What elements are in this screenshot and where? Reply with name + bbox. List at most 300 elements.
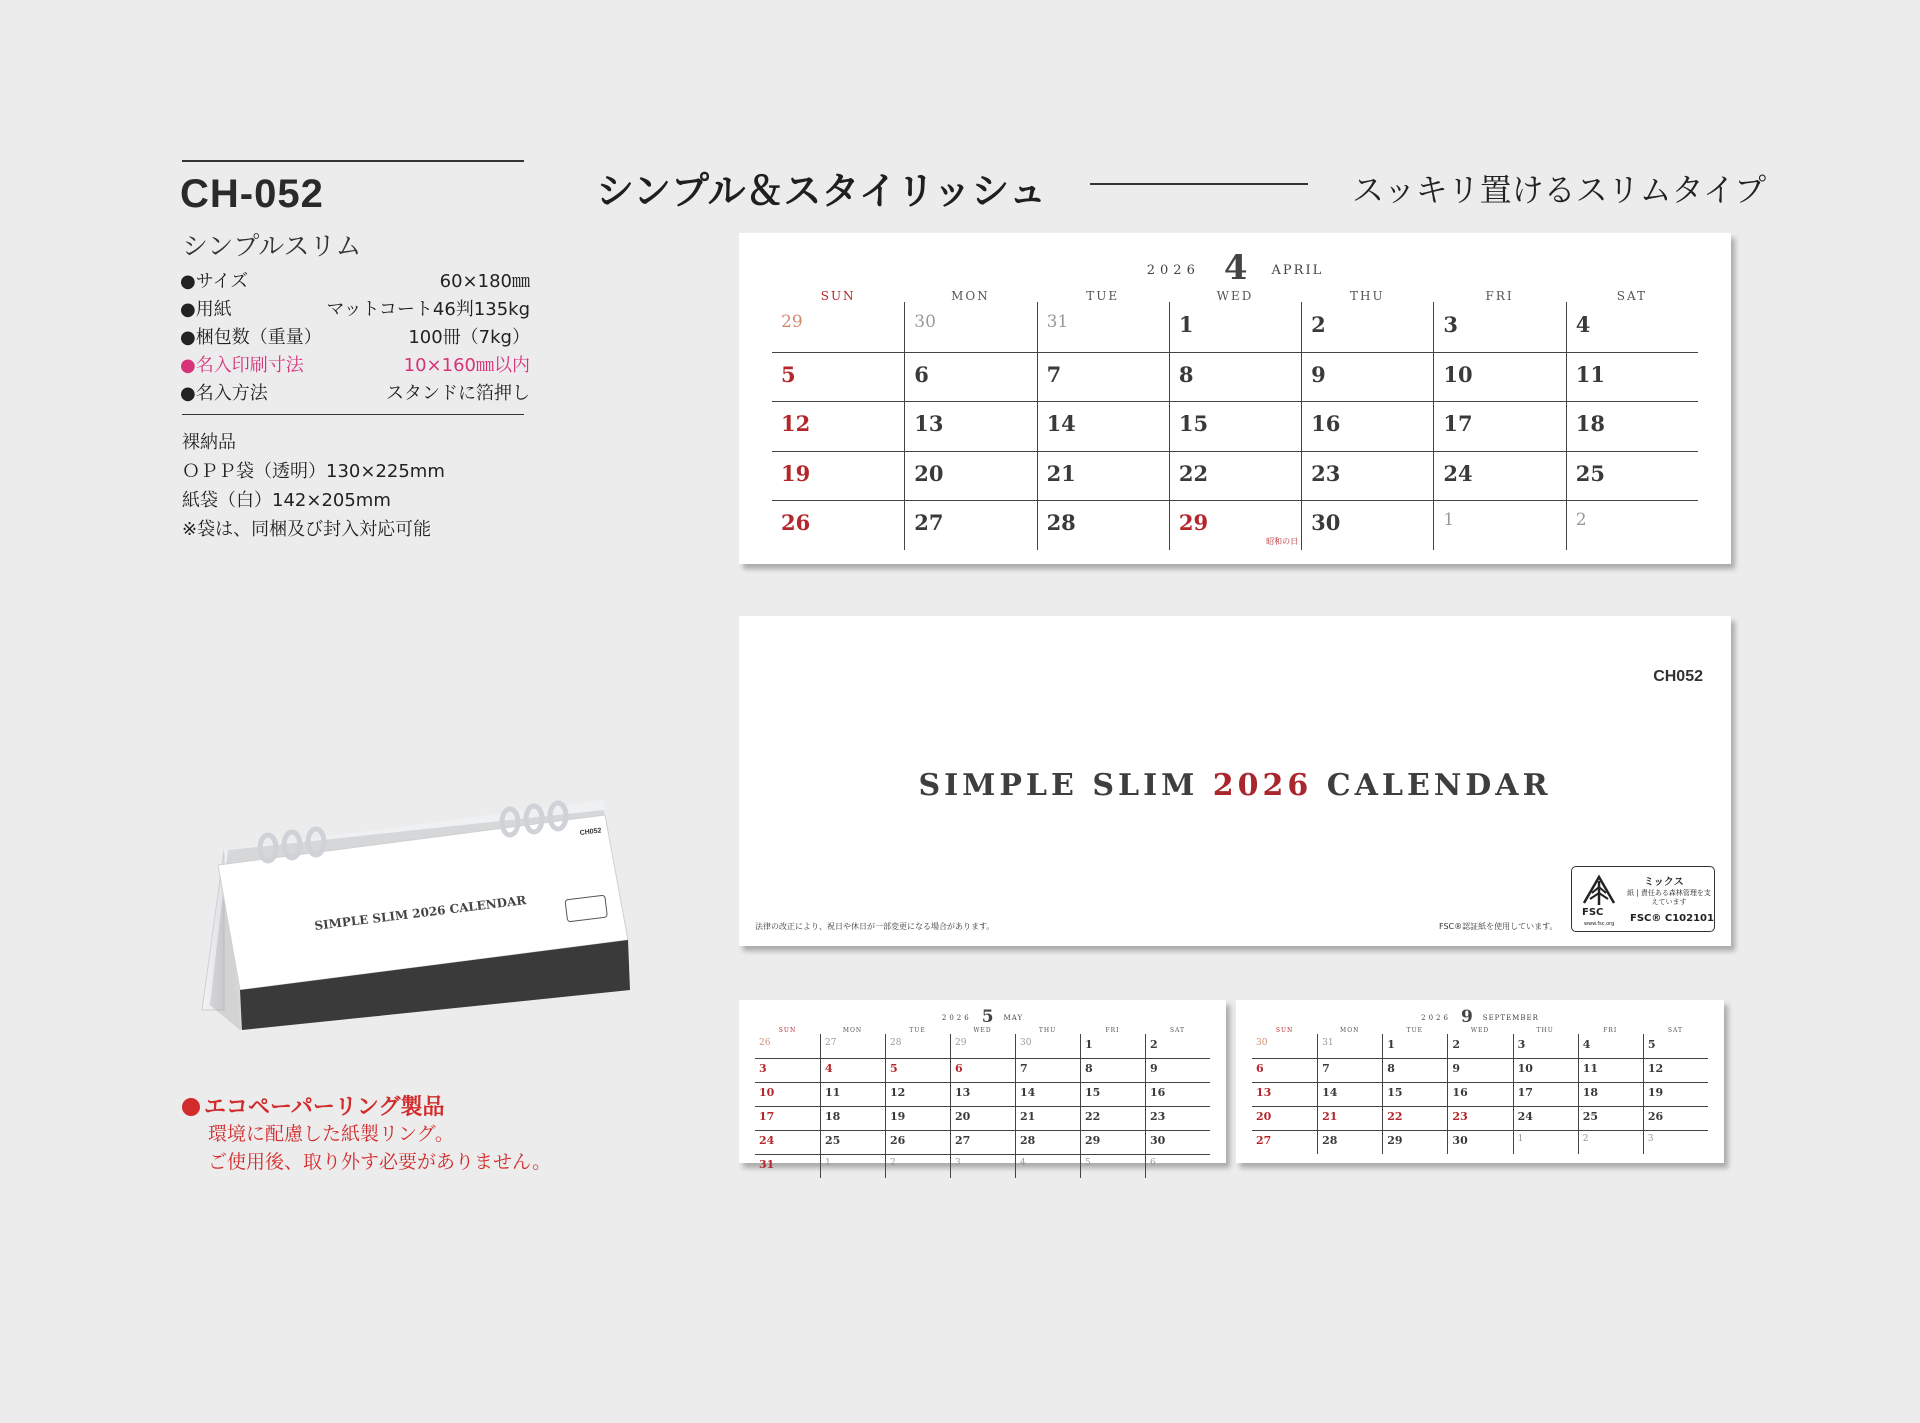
day-cell: [885, 1058, 950, 1082]
cover-code: CH052: [1653, 668, 1703, 685]
photo-code: CH052: [579, 827, 602, 837]
day-number: 21: [1046, 460, 1076, 486]
day-number: 6: [914, 361, 929, 387]
day-cell: [755, 1106, 820, 1130]
day-cell: [1037, 401, 1169, 451]
headline-subtitle: スッキリ置けるスリムタイプ: [1352, 171, 1767, 209]
day-cell: [1015, 1058, 1080, 1082]
day-cell: [1447, 1034, 1512, 1058]
day-number: 30: [1311, 510, 1341, 535]
month-header: [1236, 1005, 1724, 1025]
day-number: 11: [1575, 361, 1605, 387]
day-number: 5: [781, 361, 796, 387]
day-cell: [772, 500, 904, 550]
day-number: 19: [781, 460, 811, 486]
day-cell: [1382, 1106, 1447, 1130]
day-number: 14: [1020, 1086, 1036, 1099]
day-number: 17: [1443, 411, 1473, 436]
product-photo: [180, 790, 640, 1040]
day-cell: [1433, 401, 1565, 451]
cover-title-a: SIMPLE SLIM: [918, 768, 1199, 803]
day-cell: [1447, 1058, 1512, 1082]
month-name: APRIL: [1271, 263, 1324, 278]
day-number: 5: [1647, 1038, 1656, 1051]
day-number: 19: [890, 1110, 906, 1123]
weekday-label: TUE: [1086, 289, 1120, 303]
day-number: 29: [1085, 1134, 1101, 1147]
fsc-tree-icon: [1580, 873, 1618, 909]
day-cell: [1643, 1082, 1708, 1106]
day-cell: [1578, 1106, 1643, 1130]
spec-print-method: [180, 380, 530, 408]
day-cell: [1382, 1034, 1447, 1058]
year-label: 2026: [941, 1014, 972, 1022]
day-cell: [755, 1154, 820, 1178]
day-number: 2: [1582, 1134, 1589, 1144]
day-number: 12: [1647, 1062, 1664, 1075]
day-number: 18: [825, 1110, 841, 1123]
day-number: 17: [1517, 1086, 1533, 1099]
fsc-code: FSC® C102101: [1630, 913, 1714, 924]
day-number: 1: [1178, 312, 1194, 337]
day-cell: [1301, 500, 1433, 550]
bullet-icon: [182, 1098, 200, 1116]
day-cell: [1578, 1034, 1643, 1058]
fsc-note: FSC®認証紙を使用しています。: [1439, 922, 1558, 931]
day-number: 8: [1387, 1062, 1395, 1075]
spec-value: 10×160㎜以内: [403, 355, 530, 376]
day-cell: [1643, 1034, 1708, 1058]
day-number: 30: [1020, 1038, 1032, 1048]
day-cell: [1037, 451, 1169, 501]
day-cell: [820, 1058, 885, 1082]
spec-value: スタンドに箔押し: [386, 383, 530, 404]
day-cell: [772, 302, 904, 352]
product-name: シンプルスリム: [182, 232, 362, 262]
day-cell: [1169, 352, 1301, 402]
day-number: 1: [1517, 1134, 1524, 1144]
day-number: 10: [1517, 1062, 1533, 1075]
spec-label: ●サイズ: [180, 271, 249, 292]
day-number: 16: [1150, 1086, 1166, 1099]
holiday-label: 昭和の日: [1266, 536, 1299, 546]
day-cell: [1566, 352, 1698, 402]
day-number: 23: [1150, 1110, 1166, 1123]
day-cell: [1015, 1082, 1080, 1106]
day-number: 29: [955, 1038, 967, 1048]
day-cell: [885, 1082, 950, 1106]
day-cell: [1317, 1106, 1382, 1130]
day-number: 24: [759, 1134, 775, 1147]
spec-value: マットコート46判135kg: [326, 299, 530, 320]
day-number: 28: [1020, 1134, 1036, 1147]
day-number: 25: [1582, 1110, 1599, 1123]
day-number: 13: [1256, 1086, 1272, 1099]
day-number: 6: [955, 1062, 963, 1075]
day-cell: [1578, 1130, 1643, 1154]
day-cell: [1643, 1130, 1708, 1154]
weekday-label: WED: [1216, 289, 1254, 303]
day-cell: [1566, 451, 1698, 501]
day-cell: [904, 500, 1036, 550]
day-number: 22: [1178, 460, 1209, 486]
day-number: 13: [914, 411, 944, 436]
day-cell: [1015, 1130, 1080, 1154]
spec-paper: [180, 296, 530, 324]
day-number: 9: [1311, 361, 1326, 387]
day-cell: [1015, 1154, 1080, 1178]
day-cell: [1317, 1034, 1382, 1058]
day-cell: [1382, 1082, 1447, 1106]
day-cell: [1433, 451, 1565, 501]
packing-line: ＯＰＰ袋（透明）130×225mm: [182, 461, 445, 482]
weekday-label: SUN: [820, 289, 856, 303]
spec-packing: [180, 324, 530, 352]
cover-page: [739, 616, 1731, 946]
day-number: 18: [1575, 411, 1605, 436]
day-cell: [1447, 1130, 1512, 1154]
weekday-label: MON: [951, 289, 990, 303]
day-cell: [950, 1058, 1015, 1082]
day-number: 29: [781, 312, 803, 332]
day-cell: [904, 401, 1036, 451]
spec-print-area: [180, 352, 530, 380]
day-number: 1: [1387, 1038, 1395, 1051]
day-number: 31: [759, 1158, 775, 1171]
day-cell: [1145, 1034, 1210, 1058]
day-number: 11: [825, 1086, 841, 1099]
day-number: 30: [914, 312, 936, 332]
day-number: 2: [1311, 312, 1326, 337]
day-cell: [1145, 1130, 1210, 1154]
may-calendar: [739, 1000, 1226, 1171]
day-cell: [904, 352, 1036, 402]
day-cell: [1037, 500, 1169, 550]
day-number: 24: [1517, 1110, 1533, 1123]
weekday-label: SAT: [1616, 289, 1647, 303]
day-cell: [1145, 1106, 1210, 1130]
day-cell: [1080, 1082, 1145, 1106]
day-number: 13: [955, 1086, 971, 1099]
day-cell: [1513, 1058, 1578, 1082]
day-cell: [1433, 352, 1565, 402]
day-cell: [1145, 1082, 1210, 1106]
eco-title-text: エコペーパーリング製品: [204, 1095, 445, 1120]
day-number: 29: [1178, 510, 1209, 535]
weekday-label: FRI: [1105, 1027, 1120, 1034]
weekday-label: THU: [1349, 289, 1385, 303]
day-number: 11: [1582, 1062, 1599, 1075]
day-number: 12: [781, 411, 811, 436]
day-cell: [1301, 401, 1433, 451]
weekday-label: THU: [1038, 1027, 1057, 1034]
day-cell: [1382, 1058, 1447, 1082]
day-cell: [1037, 352, 1169, 402]
weekday-label: SAT: [1169, 1027, 1186, 1034]
weekday-label: SUN: [1275, 1027, 1294, 1034]
weekday-label: THU: [1536, 1027, 1554, 1034]
day-cell: [1169, 451, 1301, 501]
day-number: 20: [955, 1110, 971, 1123]
eco-line: 環境に配慮した紙製リング。: [208, 1123, 454, 1145]
day-cell: [1080, 1130, 1145, 1154]
day-number: 1: [1443, 510, 1455, 530]
fsc-paper: 紙 | 責任ある森林管理を支えています: [1627, 889, 1711, 906]
day-number: 3: [1517, 1038, 1526, 1051]
day-cell: [772, 401, 904, 451]
fsc-mix: ミックス: [1644, 877, 1684, 888]
day-cell: [1301, 302, 1433, 352]
day-number: 23: [1311, 460, 1341, 486]
day-cell: [1169, 302, 1301, 352]
day-cell: [820, 1130, 885, 1154]
weekday-label: WED: [973, 1027, 992, 1034]
day-number: 7: [1322, 1062, 1330, 1075]
law-note: 法律の改正により、祝日や休日が一部変更になる場合があります。: [755, 922, 995, 931]
day-number: 23: [1452, 1110, 1468, 1123]
fsc-site: www.fsc.org: [1584, 921, 1615, 927]
spec-size: [180, 268, 530, 296]
spec-label: ●用紙: [180, 299, 232, 320]
day-number: 19: [1647, 1086, 1664, 1099]
day-cell: [1252, 1034, 1317, 1058]
day-cell: [1145, 1058, 1210, 1082]
day-number: 17: [759, 1110, 775, 1123]
day-cell: [1447, 1106, 1512, 1130]
headline-title: シンプル＆スタイリッシュ: [596, 168, 1047, 213]
day-cell: [1566, 302, 1698, 352]
day-number: 29: [1387, 1134, 1403, 1147]
eco-line: ご使用後、取り外す必要がありません。: [208, 1151, 552, 1173]
day-number: 14: [1046, 411, 1076, 436]
day-cell: [1252, 1082, 1317, 1106]
year-label: 2026: [1421, 1014, 1451, 1022]
day-cell: [1382, 1130, 1447, 1154]
day-cell: [904, 451, 1036, 501]
day-cell: [1252, 1106, 1317, 1130]
eco-title: [182, 1090, 444, 1121]
day-number: 10: [759, 1086, 775, 1099]
fsc-word: FSC: [1582, 907, 1604, 918]
day-number: 26: [1647, 1110, 1664, 1123]
day-number: 16: [1311, 411, 1341, 436]
day-number: 4: [1575, 312, 1591, 337]
day-number: 26: [890, 1134, 906, 1147]
day-cell: [1317, 1082, 1382, 1106]
day-cell: [950, 1130, 1015, 1154]
day-number: 15: [1178, 411, 1209, 436]
day-number: 21: [1020, 1110, 1036, 1123]
day-number: 27: [955, 1134, 971, 1147]
day-number: 30: [1452, 1134, 1468, 1147]
day-cell: [755, 1058, 820, 1082]
day-cell: [772, 451, 904, 501]
day-cell: [950, 1082, 1015, 1106]
day-cell: [1433, 302, 1565, 352]
day-number: 7: [1046, 361, 1062, 387]
day-number: 5: [1085, 1158, 1091, 1168]
packing-line: ※袋は、同梱及び封入対応可能: [182, 519, 432, 540]
day-number: 22: [1387, 1110, 1403, 1123]
day-number: 28: [1322, 1134, 1338, 1147]
spec-label: ●名入印刷寸法: [180, 355, 304, 376]
day-cell: [755, 1082, 820, 1106]
day-number: 2: [890, 1158, 896, 1168]
day-cell: [1566, 500, 1698, 550]
day-cell: [904, 302, 1036, 352]
day-number: 4: [1582, 1038, 1591, 1051]
weekday-label: WED: [1470, 1027, 1490, 1034]
photo-title: SIMPLE SLIM 2026 CALENDAR: [313, 893, 527, 933]
day-cell: [820, 1034, 885, 1058]
day-cell: [950, 1034, 1015, 1058]
day-cell: [1513, 1082, 1578, 1106]
packing-line: 紙袋（白）142×205mm: [182, 490, 391, 511]
month-name: MAY: [1003, 1014, 1024, 1022]
day-number: 31: [1322, 1038, 1334, 1048]
day-number: 31: [1046, 312, 1069, 332]
day-cell: [1080, 1106, 1145, 1130]
month-header: [739, 1005, 1226, 1025]
weekday-label: SAT: [1667, 1027, 1683, 1034]
day-cell: [1578, 1082, 1643, 1106]
day-cell: [1015, 1034, 1080, 1058]
day-cell: [1169, 401, 1301, 451]
day-number: 3: [1647, 1134, 1654, 1144]
day-cell: [1317, 1130, 1382, 1154]
day-cell: [1643, 1106, 1708, 1130]
day-cell: [1578, 1058, 1643, 1082]
day-number: 22: [1085, 1110, 1101, 1123]
day-cell: [1643, 1058, 1708, 1082]
day-number: 4: [1020, 1158, 1026, 1168]
day-cell: [755, 1130, 820, 1154]
day-cell: [1301, 451, 1433, 501]
day-number: 15: [1085, 1086, 1101, 1099]
day-number: 6: [1150, 1158, 1156, 1168]
day-number: 5: [890, 1062, 898, 1075]
day-cell: [885, 1034, 950, 1058]
day-number: 12: [890, 1086, 906, 1099]
day-number: 2: [1150, 1038, 1158, 1051]
day-number: 27: [825, 1038, 837, 1048]
year-label: 2026: [1146, 263, 1200, 278]
day-number: 2: [1452, 1038, 1461, 1051]
weekday-label: SUN: [778, 1027, 797, 1034]
day-cell: [1252, 1130, 1317, 1154]
spec-rule: [182, 414, 524, 415]
day-number: 20: [914, 460, 944, 486]
day-number: 3: [1443, 312, 1459, 337]
month-number: 4: [1223, 248, 1248, 288]
day-number: 3: [955, 1158, 961, 1168]
day-number: 28: [890, 1038, 902, 1048]
day-cell: [950, 1154, 1015, 1178]
day-cell: [820, 1154, 885, 1178]
spec-list: [180, 268, 530, 408]
september-calendar: [1236, 1000, 1724, 1163]
day-cell: [885, 1106, 950, 1130]
month-number: 5: [981, 1007, 994, 1027]
day-number: 4: [825, 1062, 833, 1075]
day-cell: [1513, 1106, 1578, 1130]
day-number: 30: [1150, 1134, 1166, 1147]
month-name: SEPTEMBER: [1482, 1014, 1539, 1022]
weekday-label: FRI: [1485, 289, 1514, 303]
day-number: 7: [1020, 1062, 1028, 1075]
day-number: 2: [1575, 510, 1587, 530]
spec-value: 60×180㎜: [439, 271, 530, 292]
day-number: 15: [1387, 1086, 1403, 1099]
month-header: [739, 243, 1731, 288]
day-cell: [1080, 1034, 1145, 1058]
day-number: 9: [1452, 1062, 1461, 1075]
packing-line: 裸納品: [182, 432, 236, 453]
day-cell: [1037, 302, 1169, 352]
day-number: 26: [781, 510, 811, 535]
day-cell: [1015, 1106, 1080, 1130]
day-cell: [1169, 500, 1301, 550]
day-cell: [1513, 1034, 1578, 1058]
day-number: 21: [1322, 1110, 1338, 1123]
april-calendar: [739, 233, 1731, 564]
day-cell: [1080, 1154, 1145, 1178]
top-rule: [182, 160, 524, 162]
day-cell: [755, 1034, 820, 1058]
weekday-label: MON: [842, 1027, 863, 1034]
day-number: 30: [1256, 1038, 1268, 1048]
day-number: 3: [759, 1062, 767, 1075]
day-number: 20: [1256, 1110, 1272, 1123]
day-cell: [950, 1106, 1015, 1130]
day-cell: [1433, 500, 1565, 550]
day-number: 16: [1452, 1086, 1468, 1099]
day-cell: [885, 1130, 950, 1154]
headline-rule: [1090, 183, 1308, 185]
weekday-label: FRI: [1603, 1027, 1618, 1034]
day-cell: [1301, 352, 1433, 402]
day-number: 25: [825, 1134, 841, 1147]
product-code: CH-052: [180, 172, 324, 216]
day-cell: [1566, 401, 1698, 451]
photo-fsc-icon: [565, 895, 607, 922]
day-cell: [885, 1154, 950, 1178]
day-number: 14: [1322, 1086, 1338, 1099]
fsc-logo: [1571, 866, 1715, 932]
day-cell: [1447, 1082, 1512, 1106]
cover-title-year: 2026: [1212, 768, 1313, 803]
day-number: 26: [759, 1038, 771, 1048]
day-cell: [820, 1106, 885, 1130]
weekday-label: MON: [1340, 1027, 1360, 1034]
cover-title-b: CALENDAR: [1326, 768, 1552, 803]
day-cell: [1252, 1058, 1317, 1082]
day-cell: [1513, 1130, 1578, 1154]
day-number: 24: [1443, 460, 1473, 486]
day-number: 8: [1178, 361, 1194, 387]
weekday-label: TUE: [909, 1027, 926, 1034]
spec-value: 100冊（7kg）: [408, 327, 530, 348]
packing-info: [182, 428, 445, 544]
day-cell: [1080, 1058, 1145, 1082]
day-number: 25: [1575, 460, 1605, 486]
cover-title: [739, 768, 1731, 803]
day-number: 18: [1582, 1086, 1599, 1099]
weekday-label: TUE: [1406, 1027, 1424, 1034]
day-number: 9: [1150, 1062, 1158, 1075]
day-cell: [1145, 1154, 1210, 1178]
day-cell: [1317, 1058, 1382, 1082]
